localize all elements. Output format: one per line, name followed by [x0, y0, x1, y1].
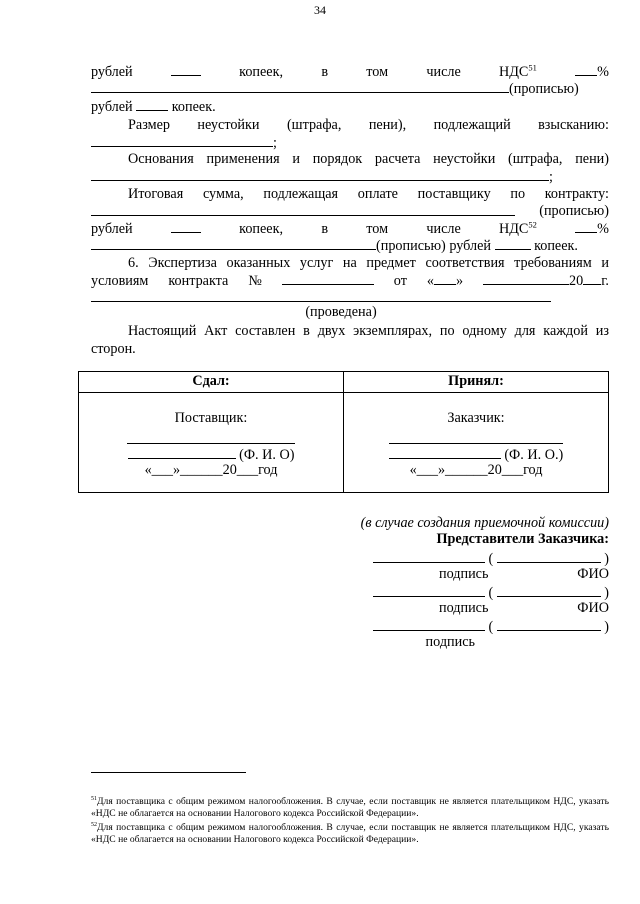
rep-signature-field[interactable] [373, 583, 485, 597]
sign-label: подпись [439, 600, 489, 616]
quote-open: « [426, 273, 434, 289]
expertise-line [91, 254, 609, 272]
kop-label: копеек, [239, 221, 284, 237]
contract-number-sign: № [248, 273, 262, 289]
year-suffix: г. [601, 273, 609, 289]
footnote-separator [91, 772, 246, 773]
word: одному [462, 323, 507, 339]
fio-field[interactable] [128, 445, 236, 459]
customer-column [343, 372, 608, 492]
word: каждой [543, 323, 588, 339]
amount-in-words-field[interactable] [91, 236, 376, 250]
word: неустойки [197, 117, 260, 133]
penalty-basis-line: Основания применения и порядок расчета неустойки (штрафа, пени) [128, 151, 609, 167]
word: по [510, 186, 526, 202]
percent-sign: % [597, 221, 609, 237]
fio-field[interactable] [389, 445, 501, 459]
kop-label: копеек, [239, 64, 284, 80]
word: двух [317, 323, 346, 339]
total-sum-field[interactable] [91, 202, 515, 216]
penalty-basis-field[interactable] [91, 167, 549, 181]
commission-title: Представители Заказчика: [436, 531, 609, 547]
footnote-number: 51 [91, 795, 97, 802]
kop-amount-field[interactable] [495, 236, 531, 250]
word: услуг [299, 255, 334, 271]
fio-label: ФИО [577, 600, 609, 616]
word: в [321, 221, 329, 237]
kop-label: копеек. [171, 99, 216, 115]
vat-percent-field[interactable] [575, 62, 597, 76]
word: предмет [366, 255, 416, 271]
word: условиям [91, 273, 149, 289]
in-words-hint: (прописью) [509, 81, 579, 97]
signature-table [78, 371, 609, 493]
copies-line [91, 322, 609, 340]
rep-fio-field[interactable] [497, 617, 601, 631]
commission-note: (в случае создания приемочной комиссии) [360, 515, 609, 531]
penalty-size-field-line [91, 133, 609, 151]
kopeck-line-1 [91, 97, 609, 115]
supplier-date: «___»______20___год [144, 462, 278, 478]
footnote-text: Для поставщика с общим режимом налогообложения. В случае, если поставщик не является плательщиком НДС, указать «НДС не облагается на основании Налогового кодекса Российской Федерации». [91, 796, 609, 819]
rub-label: рублей [91, 64, 133, 80]
day-field[interactable] [434, 271, 456, 285]
amount-in-words-field[interactable] [91, 79, 509, 93]
penalty-size-field[interactable] [91, 133, 273, 147]
footnote-ref-51[interactable]: 51 [528, 62, 537, 73]
handed-over-header: Сдал: [79, 372, 343, 393]
fio-label: ФИО [577, 566, 609, 582]
word: в [303, 323, 310, 339]
rep-fio-field[interactable] [497, 549, 601, 563]
rep-signature-row-2: ( ) [373, 583, 609, 601]
word: подлежащий [433, 117, 511, 133]
sign-label: подпись [439, 566, 489, 582]
rep-fio-field[interactable] [497, 583, 601, 597]
footnote-ref-52[interactable]: 52 [528, 219, 537, 230]
rep-signature-field[interactable] [373, 549, 485, 563]
parties-line: сторон. [91, 341, 136, 357]
month-field[interactable] [483, 271, 569, 285]
quote-close: » [455, 273, 464, 289]
amount-words-line-1 [91, 79, 609, 97]
word: подлежащая [263, 186, 339, 202]
total-sum-line [91, 185, 609, 203]
vat-text: НДС [499, 64, 529, 80]
supplier-label: Поставщик: [174, 410, 248, 426]
word: оказанных [226, 255, 291, 271]
kop-label: копеек. [534, 238, 578, 254]
year-prefix: 20 [569, 273, 584, 289]
word: на [342, 255, 357, 271]
signature-field[interactable] [389, 430, 563, 444]
word: Настоящий [128, 323, 197, 339]
word: в [321, 64, 329, 80]
word: числе [426, 221, 461, 237]
word: контракта [168, 273, 229, 289]
rub-label: рублей [91, 221, 133, 237]
word: Размер [128, 117, 170, 133]
penalty-size-line [91, 116, 609, 134]
word: Итоговая [128, 186, 184, 202]
word: поставщику [417, 186, 491, 202]
word: соответствия [425, 255, 505, 271]
customer-fio-line [344, 445, 608, 463]
semicolon: ; [549, 169, 553, 185]
rep-signature-row-1: ( ) [373, 549, 609, 567]
word: от [393, 273, 407, 289]
supplier-fio-line [79, 445, 343, 463]
word: экземплярах, [353, 323, 433, 339]
rep-signature-field[interactable] [373, 617, 485, 631]
page-number: 34 [314, 3, 326, 17]
supplier-column [79, 372, 343, 492]
footnote-text: Для поставщика с общим режимом налогообложения. В случае, если поставщик не является плательщиком НДС, указать «НДС не облагается на основании Налогового кодекса Российской Федерации». [91, 822, 609, 845]
contract-line [91, 271, 609, 289]
word: составлен [235, 323, 296, 339]
word: по [439, 323, 455, 339]
signature-field[interactable] [127, 430, 295, 444]
word: требованиям [514, 255, 592, 271]
rub-amount-field[interactable] [171, 62, 201, 76]
rep-labels-row-1 [439, 566, 609, 582]
word: 6. [128, 255, 139, 271]
percent-sign: % [597, 64, 609, 80]
vat-percent-field[interactable] [575, 219, 597, 233]
word: для [514, 323, 536, 339]
word: том [366, 64, 389, 80]
in-words-hint: (прописью) рублей [376, 238, 491, 254]
in-words-hint: (прописью) [539, 203, 609, 219]
word: взысканию: [538, 117, 609, 133]
amount-words-line-2 [91, 236, 609, 254]
rep-labels-row-2 [439, 600, 609, 616]
vat-line-2 [91, 219, 609, 237]
rep-sign-label-3: подпись [425, 634, 475, 650]
customer-label: Заказчик: [447, 410, 505, 426]
rep-signature-row-3: ( ) [373, 617, 609, 635]
fio-label: (Ф. И. О) [239, 447, 295, 463]
fio-label: (Ф. И. О.) [504, 447, 564, 463]
expertise-result-field[interactable] [91, 288, 551, 302]
rub-amount-field[interactable] [171, 219, 201, 233]
footnote-51 [91, 796, 609, 820]
conducted-hint: (проведена) [305, 304, 377, 320]
word: Экспертиза [148, 255, 217, 271]
word: контракту: [544, 186, 609, 202]
penalty-basis-field-line [91, 167, 609, 185]
customer-date: «___»______20___год [409, 462, 543, 478]
word: том [366, 221, 389, 237]
contract-number-field[interactable] [282, 271, 374, 285]
word: пени), [368, 117, 407, 133]
rub-label: рублей [91, 99, 133, 115]
semicolon: ; [273, 135, 277, 151]
word: и [601, 255, 609, 271]
vat-line-1 [91, 62, 609, 80]
word: Акт [204, 323, 228, 339]
vat-text: НДС [499, 221, 529, 237]
accepted-header: Принял: [344, 372, 608, 393]
word: числе [426, 64, 461, 80]
footnote-52 [91, 822, 609, 846]
word: (штрафа, [286, 117, 342, 133]
word: из [595, 323, 609, 339]
word: оплате [357, 186, 398, 202]
total-sum-field-line [91, 202, 609, 220]
kop-amount-field[interactable] [136, 97, 168, 111]
word: сумма, [202, 186, 244, 202]
year-field[interactable] [583, 271, 601, 285]
footnote-number: 52 [91, 821, 97, 828]
